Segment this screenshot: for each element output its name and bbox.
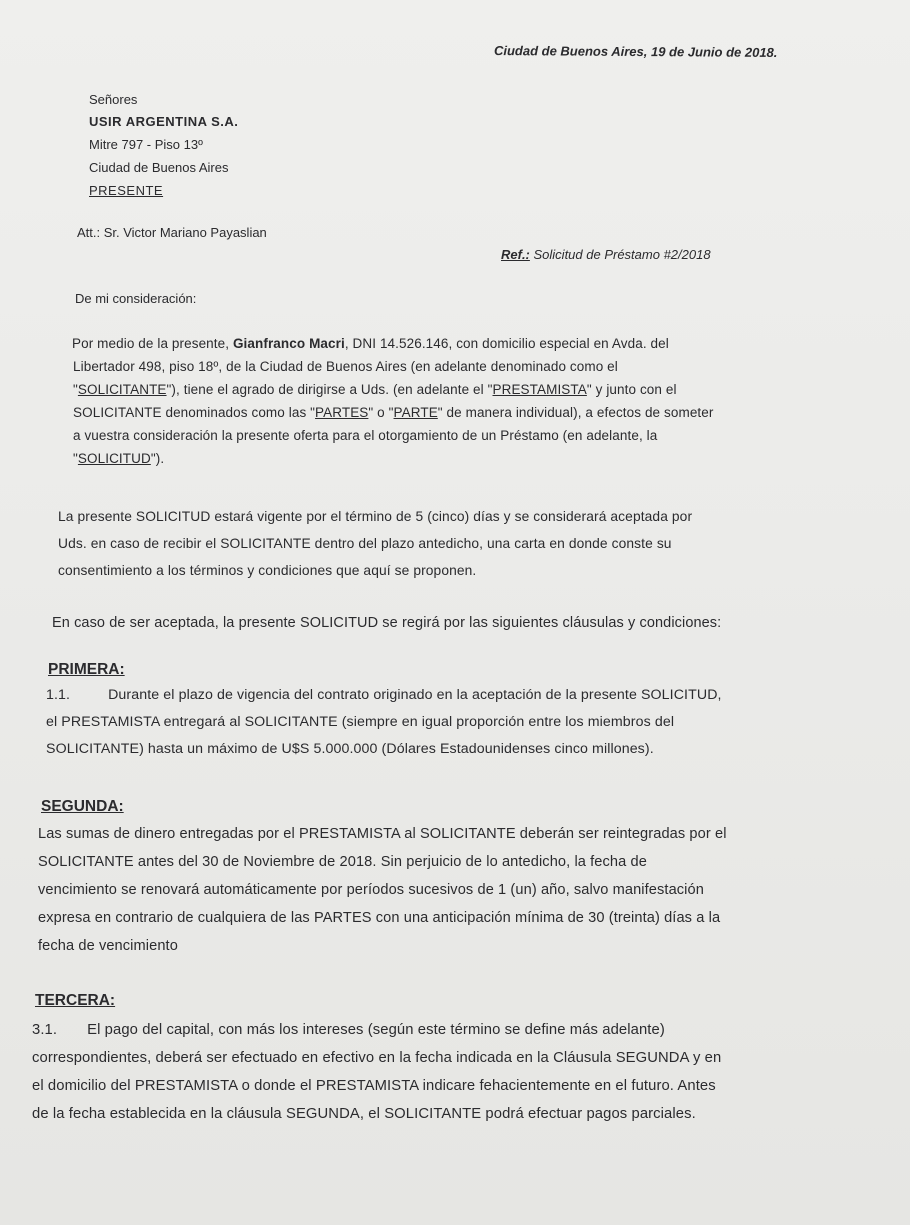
clause-line: 1.1. Durante el plazo de vigencia del contrato originado en la aceptación de la presente SOLICITUD, (46, 687, 722, 703)
clause-number: 1.1. (46, 687, 71, 703)
place-date: Ciudad de Buenos Aires, 19 de Junio de 2018. (493, 43, 778, 60)
intro-line: "SOLICITANTE"), tiene el agrado de dirigirse a Uds. (en adelante el "PRESTAMISTA" y junto con el (73, 382, 677, 397)
intro-line: SOLICITANTE denominados como las "PARTES" o "PARTE" de manera individual), a efectos de someter (73, 405, 714, 420)
intro-line: a vuestra consideración la presente oferta para el otorgamiento de un Préstamo (en adelante, la (73, 428, 658, 443)
clause-number: 3.1. (32, 1022, 58, 1038)
reference-prefix: Ref.: (501, 247, 530, 262)
acceptance-line: En caso de ser aceptada, la presente SOLICITUD se regirá por las siguientes cláusulas y condiciones: (52, 615, 722, 631)
intro-line: "SOLICITUD"). (73, 451, 165, 466)
attention-line: Att.: Sr. Victor Mariano Payaslian (77, 225, 267, 240)
addressee-line: Mitre 797 - Piso 13º (89, 137, 203, 152)
reference-text: Solicitud de Préstamo #2/2018 (529, 247, 711, 262)
clause-line: de la fecha establecida en la cláusula SEGUNDA, el SOLICITANTE podrá efectuar pagos parciales. (32, 1106, 696, 1122)
validity-line: La presente SOLICITUD estará vigente por el término de 5 (cinco) días y se considerará aceptada por (58, 509, 693, 524)
clause-line: expresa en contrario de cualquiera de las PARTES con una anticipación mínima de 30 (treinta) días a la (38, 910, 721, 926)
clause-line: correspondientes, deberá ser efectuado en efectivo en la fecha indicada en la Cláusula SEGUNDA y en (32, 1050, 722, 1066)
validity-line: Uds. en caso de recibir el SOLICITANTE dentro del plazo antedicho, una carta en donde conste su (58, 536, 672, 551)
clause-line: fecha de vencimiento (38, 938, 178, 954)
clause-line: SOLICITANTE) hasta un máximo de U$S 5.000.000 (Dólares Estadounidenses cinco millones). (46, 741, 654, 757)
clause-heading-segunda: SEGUNDA: (41, 798, 124, 815)
salutation: De mi consideración: (75, 291, 197, 306)
requester-name: Gianfranco Macri (232, 336, 345, 351)
addressee-company: USIR ARGENTINA S.A. (89, 114, 239, 129)
clause-line: Las sumas de dinero entregadas por el PRESTAMISTA al SOLICITANTE deberán ser reintegradas por el (38, 826, 727, 842)
clause-line: el domicilio del PRESTAMISTA o donde el PRESTAMISTA indicare fehacientemente en el futuro. Antes (32, 1078, 716, 1094)
clause-line: SOLICITANTE antes del 30 de Noviembre de 2018. Sin perjuicio de lo antedicho, la fecha de (38, 854, 647, 870)
clause-line: vencimiento se renovará automáticamente por períodos sucesivos de 1 (un) año, salvo manifestación (38, 882, 704, 898)
addressee-present: PRESENTE (89, 183, 164, 198)
intro-line: Libertador 498, piso 18º, de la Ciudad de Buenos Aires (en adelante denominado como el (73, 359, 618, 374)
addressee-line: Señores (89, 92, 138, 107)
clause-heading-primera: PRIMERA: (48, 661, 125, 678)
clause-line: 3.1. El pago del capital, con más los intereses (según este término se define más adelante) (32, 1022, 665, 1038)
clause-line: el PRESTAMISTA entregará al SOLICITANTE (siempre en igual proporción entre los miembros del (46, 714, 675, 730)
addressee-line: Ciudad de Buenos Aires (89, 160, 229, 175)
validity-line: consentimiento a los términos y condiciones que aquí se proponen. (58, 563, 477, 578)
intro-line: Por medio de la presente, Gianfranco Macri, DNI 14.526.146, con domicilio especial en Avda. del (72, 336, 669, 351)
clause-heading-tercera: TERCERA: (35, 992, 116, 1009)
reference-line (501, 247, 711, 262)
